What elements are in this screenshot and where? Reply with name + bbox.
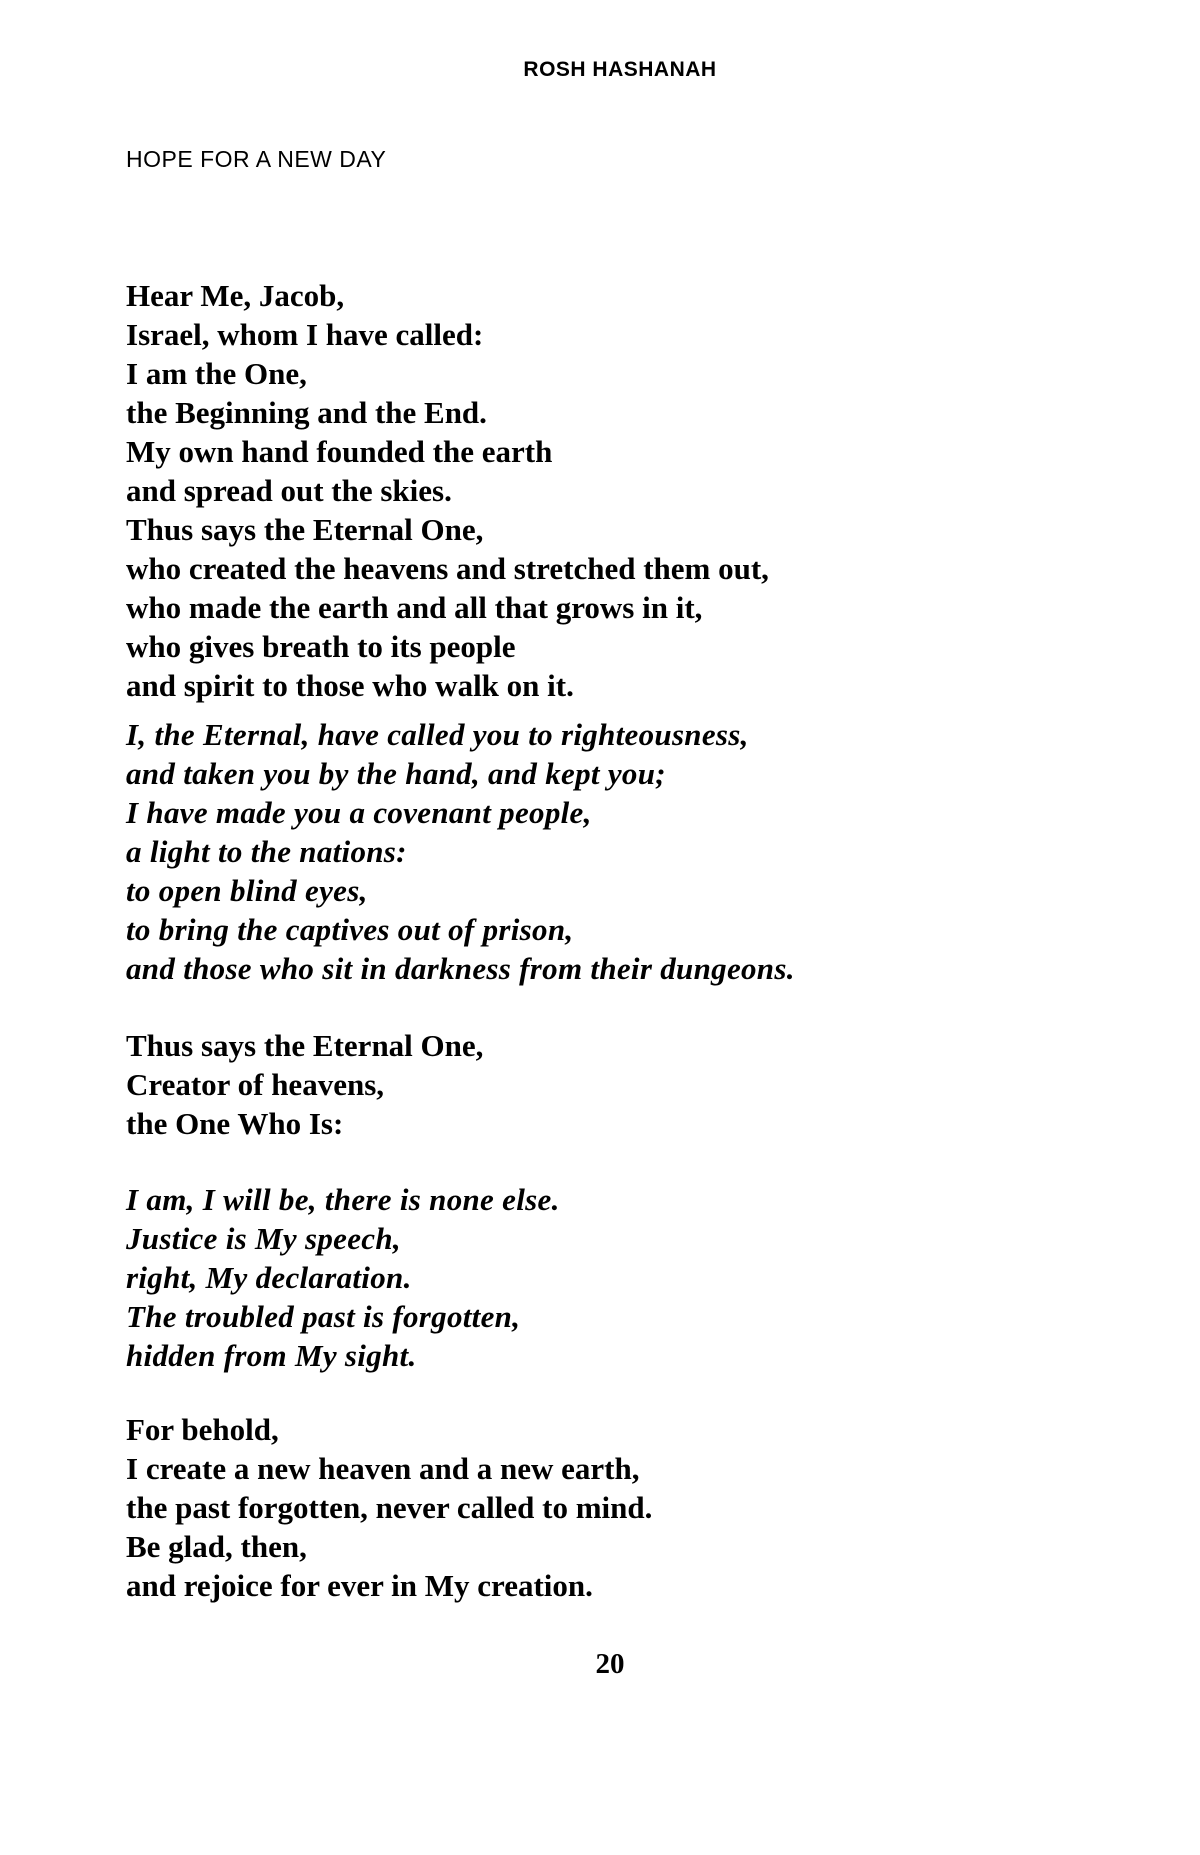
poem-title: HOPE FOR A NEW DAY: [126, 146, 387, 172]
poem-line: to open blind eyes,: [126, 873, 368, 908]
poem-line: Creator of heavens,: [126, 1067, 385, 1102]
poem-line: I, the Eternal, have called you to righteousness,: [126, 717, 749, 752]
poem-line: a light to the nations:: [126, 834, 407, 869]
stanza-3: [126, 1026, 483, 1143]
poem-line: the past forgotten, never called to mind.: [126, 1490, 653, 1525]
poem-line: and taken you by the hand, and kept you;: [126, 756, 666, 791]
poem-line: The troubled past is forgotten,: [126, 1299, 521, 1334]
poem-line: the Beginning and the End.: [126, 395, 487, 430]
poem-line: I create a new heaven and a new earth,: [126, 1451, 640, 1486]
running-head: ROSH HASHANAH: [523, 58, 717, 81]
poem-line: who made the earth and all that grows in it,: [126, 590, 703, 625]
poem-line: Israel, whom I have called:: [126, 317, 484, 352]
poem-line: to bring the captives out of prison,: [126, 912, 574, 947]
poem-line: and spirit to those who walk on it.: [126, 668, 574, 703]
poem-line: I am the One,: [126, 356, 307, 391]
stanza-1: [126, 276, 769, 705]
poem-line: I am, I will be, there is none else.: [126, 1182, 560, 1217]
poem-line: Be glad, then,: [126, 1529, 307, 1564]
poem-line: and spread out the skies.: [126, 473, 452, 508]
poem-line: Hear Me, Jacob,: [126, 278, 345, 313]
stanza-2: [126, 715, 795, 988]
poem-line: who gives breath to its people: [126, 629, 516, 664]
poem-line: and rejoice for ever in My creation.: [126, 1568, 593, 1603]
page-number: 20: [595, 1648, 625, 1680]
poem-line: Thus says the Eternal One,: [126, 512, 484, 547]
poem-line: who created the heavens and stretched them out,: [126, 551, 769, 586]
poem-line: My own hand founded the earth: [126, 434, 553, 469]
poem-line: right, My declaration.: [126, 1260, 412, 1295]
poem-line: Thus says the Eternal One,: [126, 1028, 484, 1063]
poem-line: hidden from My sight.: [126, 1338, 417, 1373]
stanza-4: [126, 1180, 560, 1375]
poem-line: For behold,: [126, 1412, 279, 1447]
poem-line: and those who sit in darkness from their dungeons.: [126, 951, 795, 986]
stanza-5: [126, 1410, 652, 1605]
poem-line: the One Who Is:: [126, 1106, 344, 1141]
poem-line: Justice is My speech,: [126, 1221, 401, 1256]
poem-line: I have made you a covenant people,: [126, 795, 592, 830]
